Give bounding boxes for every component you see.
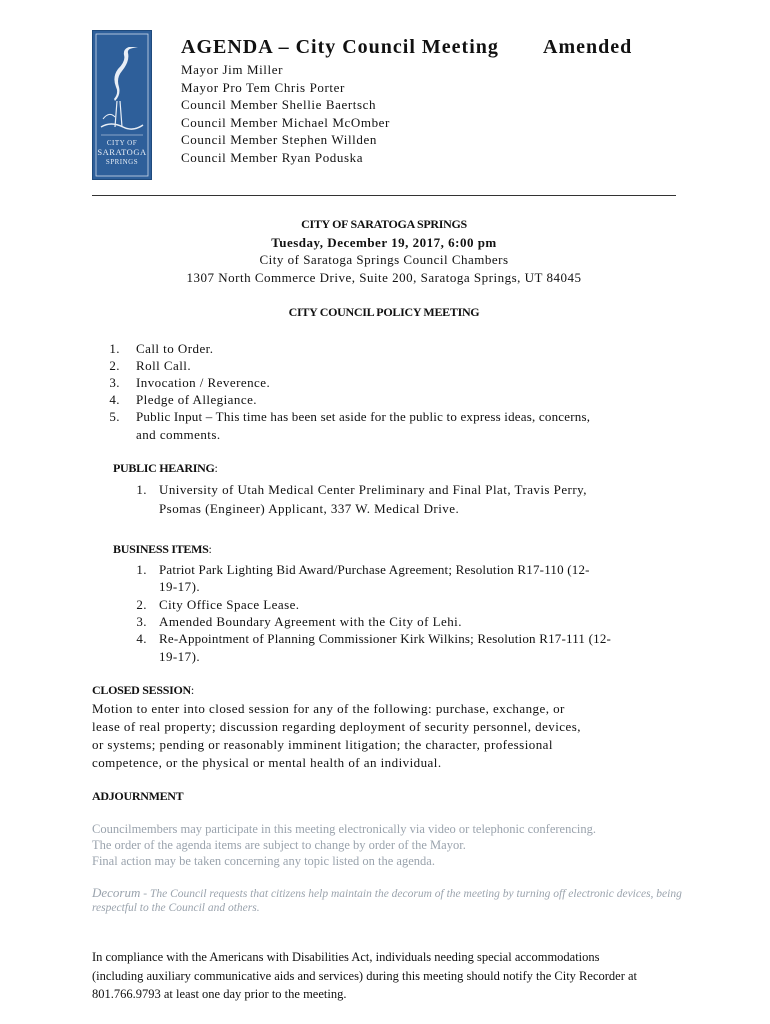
ada-line: 801.766.9793 at least one day prior to the meeting.	[92, 987, 347, 1001]
meeting-address: 1307 North Commerce Drive, Suite 200, Saratoga Springs, UT 84045	[186, 270, 582, 285]
logo-text-line2: SARATOGA	[97, 147, 147, 157]
list-item-continuation: 19-17).	[159, 579, 201, 594]
heading-colon: :	[190, 683, 194, 697]
org-name: CITY OF SARATOGA SPRINGS	[301, 217, 467, 231]
business-items-heading	[113, 542, 212, 557]
logo-text-line1: CITY OF	[106, 139, 138, 147]
adjournment-heading: ADJOURNMENT	[92, 789, 184, 803]
item-number: 1.	[136, 482, 147, 497]
list-item-continuation: 19-17).	[159, 649, 201, 664]
council-members-list	[181, 61, 390, 167]
decorum-line	[92, 885, 682, 902]
item-number: 3.	[136, 614, 147, 629]
note-line: The order of the agenda items are subject to change by order of the Mayor.	[92, 838, 466, 852]
member-mcomber: Council Member Michael McOmber	[181, 114, 390, 130]
section-heading-text: BUSINESS ITEMS	[113, 542, 209, 556]
meeting-type: CITY COUNCIL POLICY MEETING	[288, 305, 480, 319]
note-line: Councilmembers may participate in this meeting electronically via video or telephonic conferencing.	[92, 822, 596, 836]
page-title: AGENDA – City Council Meeting	[181, 36, 499, 58]
list-item: Re-Appointment of Planning Commissioner Kirk Wilkins; Resolution R17-111 (12-	[159, 631, 612, 646]
list-item: Pledge of Allegiance.	[136, 392, 257, 407]
paragraph-line: Motion to enter into closed session for any of the following: purchase, exchange, or	[92, 701, 565, 716]
member-mayor-pro-tem: Mayor Pro Tem Chris Porter	[181, 79, 345, 95]
item-number: 3.	[109, 375, 120, 390]
ada-line: (including auxiliary communicative aids and services) during this meeting should notify the City Recorder at	[92, 968, 638, 983]
closed-session-heading	[92, 683, 194, 698]
paragraph-line: or systems; pending or reasonably imminent litigation; the character, professional	[92, 737, 553, 752]
header-divider	[92, 195, 676, 196]
section-heading-text: PUBLIC HEARING	[113, 461, 215, 475]
item-number: 1.	[136, 562, 147, 577]
member-poduska: Council Member Ryan Poduska	[181, 149, 364, 165]
city-logo	[92, 30, 152, 180]
amended-label: Amended	[543, 36, 633, 58]
item-number: 4.	[136, 631, 147, 646]
decorum-line-2: respectful to the Council and others.	[92, 902, 260, 914]
item-number: 5.	[109, 409, 120, 424]
public-hearing-heading	[113, 461, 218, 476]
section-heading-text: CLOSED SESSION	[92, 683, 191, 697]
member-mayor: Mayor Jim Miller	[181, 62, 284, 77]
list-item: University of Utah Medical Center Preliminary and Final Plat, Travis Perry,	[159, 482, 587, 497]
ada-notice	[92, 948, 682, 1004]
member-baertsch: Council Member Shellie Baertsch	[181, 97, 377, 113]
heading-colon: :	[214, 461, 218, 475]
list-item: City Office Space Lease.	[159, 597, 300, 612]
decorum-text: The Council requests that citizens help maintain the decorum of the meeting by turning off electronic devices, being	[149, 888, 682, 900]
meeting-datetime: Tuesday, December 19, 2017, 6:00 pm	[271, 235, 497, 250]
list-item-continuation: Psomas (Engineer) Applicant, 337 W. Medical Drive.	[159, 501, 460, 516]
item-number: 4.	[109, 392, 120, 407]
logo-text-line3: SPRINGS	[105, 158, 139, 166]
list-item-continuation: and comments.	[136, 427, 221, 442]
item-number: 2.	[136, 597, 147, 612]
list-item: Roll Call.	[136, 358, 192, 373]
ada-line: In compliance with the Americans with Disabilities Act, individuals needing special accommodations	[92, 950, 600, 964]
paragraph-line: competence, or the physical or mental health of an individual.	[92, 755, 442, 770]
decorum-label: Decorum	[92, 885, 141, 900]
list-item: Amended Boundary Agreement with the City of Lehi.	[159, 614, 462, 629]
member-willden: Council Member Stephen Willden	[181, 132, 377, 148]
list-item: Patriot Park Lighting Bid Award/Purchase Agreement; Resolution R17-110 (12-	[159, 562, 590, 577]
list-item: Invocation / Reverence.	[136, 375, 271, 390]
heading-colon: :	[208, 542, 212, 556]
decorum-dash: -	[140, 888, 150, 900]
item-number: 2.	[109, 358, 120, 373]
list-item: Call to Order.	[136, 341, 214, 356]
note-line: Final action may be taken concerning any topic listed on the agenda.	[92, 854, 435, 868]
meeting-venue: City of Saratoga Springs Council Chambers	[259, 252, 509, 267]
paragraph-line: lease of real property; discussion regarding deployment of security personnel, devices,	[92, 719, 581, 734]
list-item: Public Input – This time has been set aside for the public to express ideas, concerns,	[136, 409, 591, 424]
item-number: 1.	[109, 341, 120, 356]
